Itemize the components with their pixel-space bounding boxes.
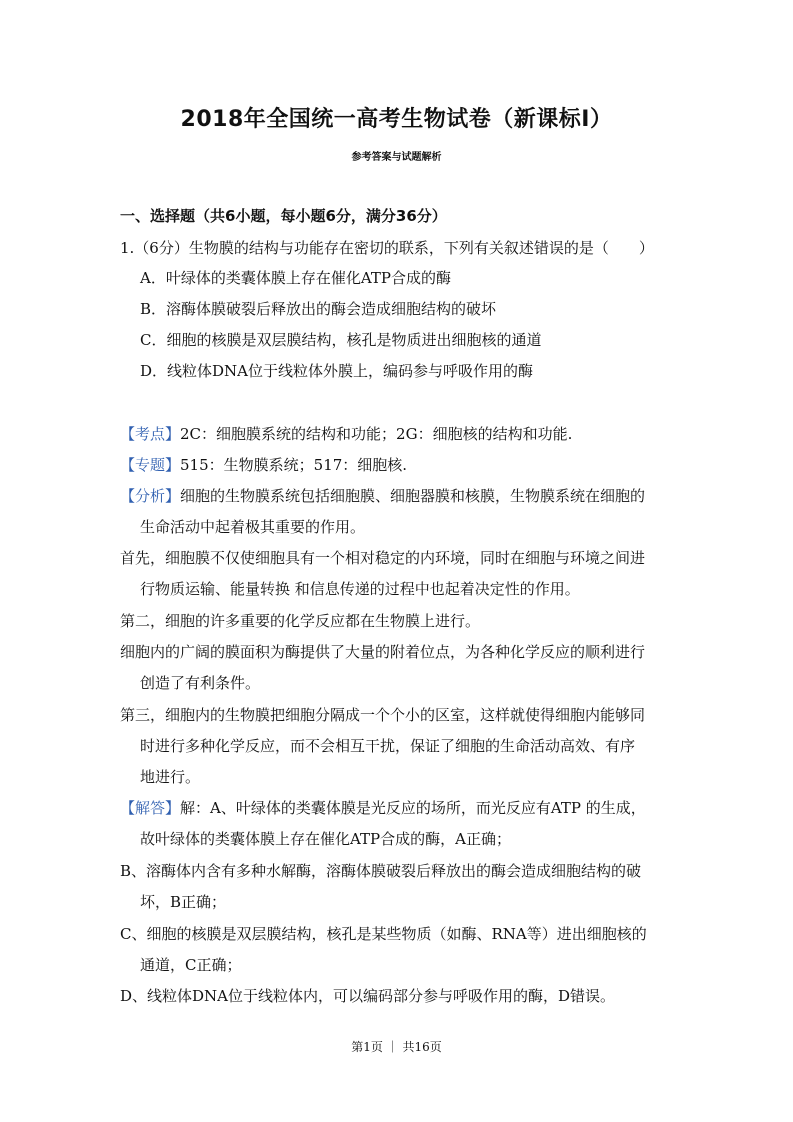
kaodian-line xyxy=(120,424,572,444)
fenxi-text: 细胞的生物膜系统包括细胞膜、细胞器膜和核膜，生物膜系统在细胞的 xyxy=(180,487,646,505)
fenxi-text-cont: 生命活动中起着极其重要的作用。 xyxy=(140,518,366,536)
option-c: C．细胞的核膜是双层膜结构，核孔是物质进出细胞核的通道 xyxy=(140,331,542,349)
jieda-text: 解：A、叶绿体的类囊体膜是光反应的场所，而光反应有ATP 的生成， xyxy=(180,799,646,817)
option-b: B．溶酶体膜破裂后释放出的酶会造成细胞结构的破坏 xyxy=(140,300,497,318)
jieda-tag: 【解答】 xyxy=(120,799,181,817)
answer-line: 通道，C正确； xyxy=(140,956,242,974)
analysis-line: 地进行。 xyxy=(140,768,201,786)
option-a: A．叶绿体的类囊体膜上存在催化ATP合成的酶 xyxy=(140,269,451,287)
analysis-line: 首先，细胞膜不仅使细胞具有一个相对稳定的内环境，同时在细胞与环境之间进 xyxy=(120,549,646,567)
answer-line: D、线粒体DNA位于线粒体内，可以编码部分参与呼吸作用的酶，D错误。 xyxy=(120,987,616,1005)
fenxi-tag: 【分析】 xyxy=(120,487,181,505)
jieda-line xyxy=(120,798,646,818)
zhuanti-tag: 【专题】 xyxy=(120,456,181,474)
analysis-line: 创造了有利条件。 xyxy=(140,674,261,692)
analysis-line: 第三，细胞内的生物膜把细胞分隔成一个个小的区室，这样就使得细胞内能够同 xyxy=(120,706,646,724)
jieda-text-cont: 故叶绿体的类囊体膜上存在催化ATP合成的酶，A正确； xyxy=(140,830,511,848)
page-footer: 第1页 ｜ 共16页 xyxy=(351,1040,442,1054)
analysis-line: 时进行多种化学反应，而不会相互干扰，保证了细胞的生命活动高效、有序 xyxy=(140,737,636,755)
option-d: D．线粒体DNA位于线粒体外膜上，编码参与呼吸作用的酶 xyxy=(140,362,534,380)
zhuanti-text: 515：生物膜系统；517：细胞核. xyxy=(180,456,408,474)
question-stem: 1.（6分）生物膜的结构与功能存在密切的联系，下列有关叙述错误的是（ ） xyxy=(120,239,654,257)
page-title: 2018年全国统一高考生物试卷（新课标Ⅰ） xyxy=(180,107,613,132)
zhuanti-line xyxy=(120,455,407,475)
kaodian-text: 2C：细胞膜系统的结构和功能；2G：细胞核的结构和功能. xyxy=(180,425,573,443)
analysis-line: 第二，细胞的许多重要的化学反应都在生物膜上进行。 xyxy=(120,612,481,630)
answer-line: 坏，B正确； xyxy=(140,893,227,911)
answer-line: B、溶酶体内含有多种水解酶，溶酶体膜破裂后释放出的酶会造成细胞结构的破 xyxy=(120,862,642,880)
analysis-line: 细胞内的广阔的膜面积为酶提供了大量的附着位点，为各种化学反应的顺利进行 xyxy=(120,643,646,661)
analysis-line: 行物质运输、能量转换 和信息传递的过程中也起着决定性的作用。 xyxy=(140,580,580,598)
section-header: 一、选择题（共6小题，每小题6分，满分36分） xyxy=(120,207,447,225)
page-subtitle: 参考答案与试题解析 xyxy=(351,152,442,163)
answer-line: C、细胞的核膜是双层膜结构，核孔是某些物质（如酶、RNA等）进出细胞核的 xyxy=(120,925,647,943)
fenxi-line xyxy=(120,486,645,506)
kaodian-tag: 【考点】 xyxy=(120,425,181,443)
